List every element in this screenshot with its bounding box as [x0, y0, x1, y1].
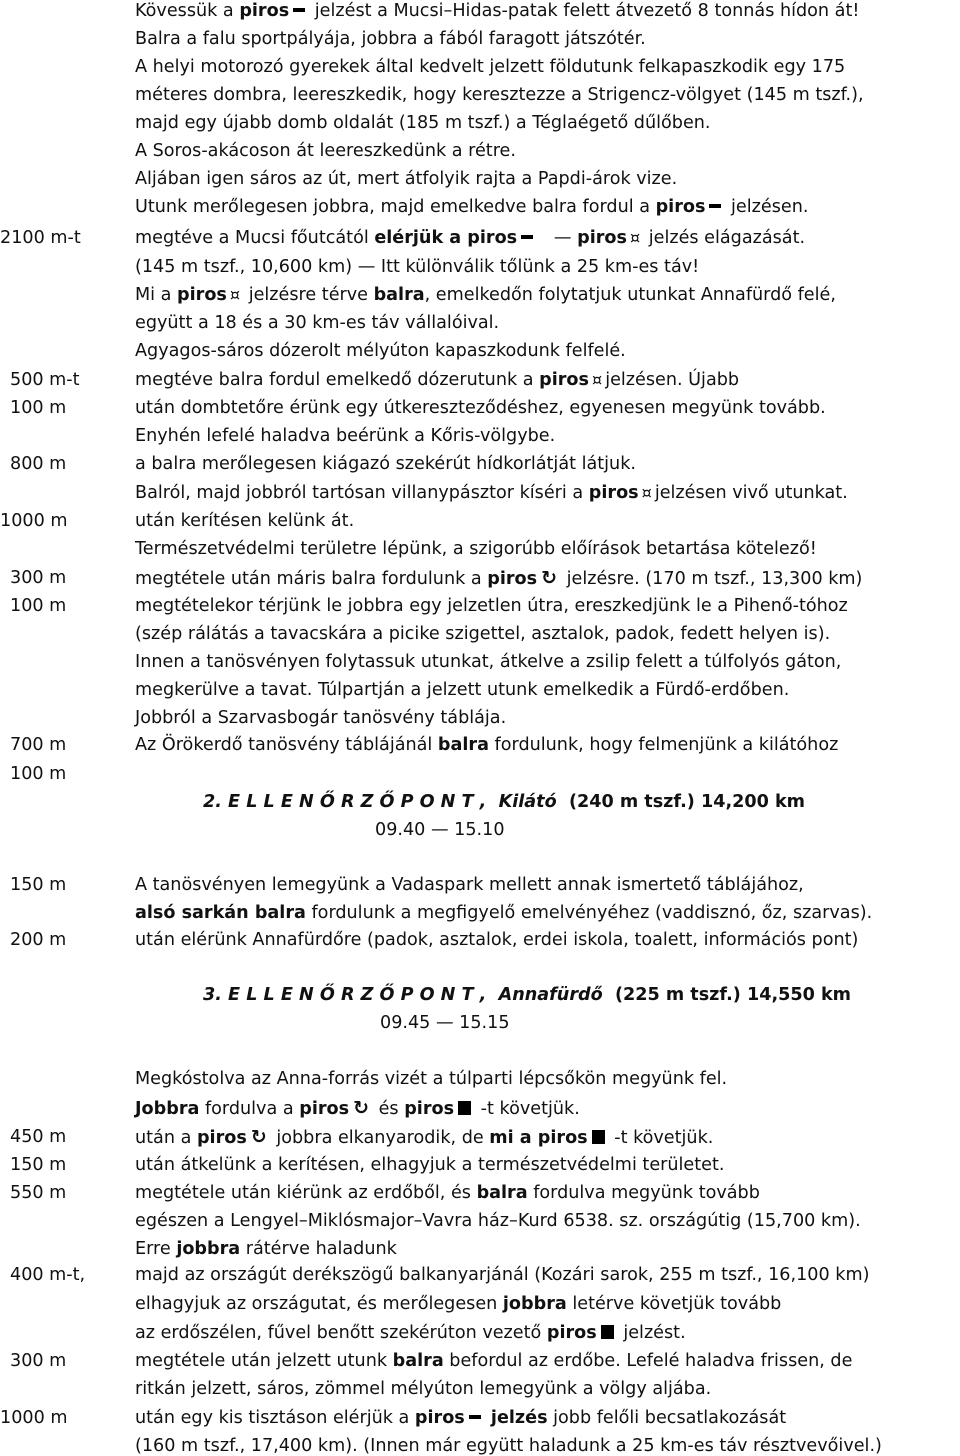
route-line: A Soros-akácoson át leereszkedünk a rétre.: [135, 141, 516, 161]
route-line: Utunk merőlegesen jobbra, majd emelkedve balra fordul a piros jelzésen.: [135, 197, 809, 217]
route-line: Az Örökerdő tanösvény táblájánál balra fordulunk, hogy felmenjünk a kilátóhoz: [135, 735, 839, 755]
route-line: alsó sarkán balra fordulunk a megfigyelő emelvényéhez (vaddisznó, őz, szarvas).: [135, 903, 873, 923]
route-line: Megkóstolva az Anna-forrás vizét a túlparti lépcsőkön megyünk fel.: [135, 1069, 728, 1089]
route-line: A helyi motorozó gyerekek által kedvelt jelzett földutunk felkapaszkodik egy 175: [135, 57, 846, 77]
route-line: Jobbra fordulva a piros ↻ és piros -t követjük.: [135, 1097, 580, 1119]
red-return-marker-icon: ↻: [250, 1126, 267, 1148]
checkpoint-hours: 09.40 — 15.10: [375, 820, 505, 840]
red-line-marker-icon: [469, 1415, 481, 1419]
distance-label: 700 m: [10, 735, 67, 755]
route-line: egészen a Lengyel–Miklósmajor–Vavra ház–Kurd 6538. sz. országútig (15,700 km).: [135, 1211, 861, 1231]
distance-label: 500 m-t: [10, 370, 80, 390]
route-line: (145 m tszf., 10,600 km) — Itt különválik tőlünk a 25 km-es táv!: [135, 257, 700, 277]
checkpoint-heading: 2. E L L E N Ő R Z Ő P O N T , Kilátó (240 m tszf.) 14,200 km: [203, 792, 806, 812]
route-line: Mi a piros ¤ jelzésre térve balra, emelkedőn folytatjuk utunkat Annafürdő felé,: [135, 285, 836, 305]
checkpoint-hours: 09.45 — 15.15: [380, 1013, 510, 1033]
route-line: Természetvédelmi területre lépünk, a szigorúbb előírások betartása kötelező!: [135, 539, 817, 559]
route-line: után egy kis tisztáson elérjük a piros jelzés jobb felőli becsatlakozását: [135, 1408, 787, 1428]
checkpoint-heading: 3. E L L E N Ő R Z Ő P O N T , Annafürdő (225 m tszf.) 14,550 km: [203, 985, 852, 1005]
red-square-marker-icon: [458, 1101, 471, 1115]
route-line: Kövessük a piros jelzést a Mucsi–Hidas-patak felett átvezető 8 tonnás hídon át!: [135, 1, 860, 21]
route-line: Innen a tanösvényen folytassuk utunkat, átkelve a zsilip felett a túlfolyós gáton,: [135, 652, 842, 672]
distance-label: 100 m: [10, 596, 67, 616]
route-line: Aljában igen sáros az út, mert átfolyik rajta a Papdi-árok vize.: [135, 169, 678, 189]
route-line: után kerítésen kelünk át.: [135, 511, 355, 531]
route-line: Erre jobbra rátérve haladunk: [135, 1239, 397, 1259]
route-line: megtéve balra fordul emelkedő dózerutunk a piros ¤ jelzésen. Újabb: [135, 370, 740, 390]
distance-label: 100 m: [10, 764, 67, 784]
red-line-marker-icon: [521, 235, 533, 239]
distance-label: 450 m: [10, 1127, 67, 1147]
route-line: után átkelünk a kerítésen, elhagyjuk a természetvédelmi területet.: [135, 1155, 725, 1175]
route-line: megtéve a Mucsi főutcától elérjük a piros — piros ¤ jelzés elágazását.: [135, 228, 806, 248]
distance-label: 400 m-t,: [10, 1265, 86, 1285]
route-line: megtételekor térjünk le jobbra egy jelzetlen útra, ereszkedjünk le a Pihenő-tóhoz: [135, 596, 848, 616]
distance-label: 200 m: [10, 930, 67, 950]
route-line: a balra merőlegesen kiágazó szekérút hídkorlátját látjuk.: [135, 454, 636, 474]
route-line: (160 m tszf., 17,400 km). (Innen már együtt haladunk a 25 km-es táv résztvevőivel.): [135, 1436, 882, 1456]
red-line-marker-icon: [709, 204, 721, 208]
distance-label: 1000 m: [0, 1408, 68, 1428]
route-line: Agyagos-sáros dózerolt mélyúton kapaszkodunk felfelé.: [135, 341, 626, 361]
route-line: megtétele után kiérünk az erdőből, és balra fordulva megyünk tovább: [135, 1183, 760, 1203]
distance-label: 150 m: [10, 1155, 67, 1175]
route-line: után a piros ↻ jobbra elkanyarodik, de mi a piros -t követjük.: [135, 1126, 714, 1148]
distance-label: 150 m: [10, 875, 67, 895]
route-line: az erdőszélen, fűvel benőtt szekérúton vezető piros jelzést.: [135, 1323, 686, 1343]
red-circle-marker-icon: ¤: [629, 228, 641, 247]
route-line: elhagyjuk az országutat, és merőlegesen jobbra letérve követjük tovább: [135, 1294, 782, 1314]
route-line: megkerülve a tavat. Túlpartján a jelzett utunk emelkedik a Fürdő-erdőben.: [135, 680, 790, 700]
red-square-marker-icon: [601, 1325, 614, 1339]
red-circle-marker-icon: ¤: [592, 370, 603, 389]
red-line-marker-icon: [293, 8, 305, 12]
route-line: Jobbról a Szarvasbogár tanösvény táblája.: [135, 708, 507, 728]
route-line: Balról, majd jobbról tartósan villanypásztor kíséri a piros ¤ jelzésen vivő utunkat.: [135, 483, 848, 503]
route-line: majd egy újabb domb oldalát (185 m tszf.) a Téglaégető dűlőben.: [135, 113, 711, 133]
distance-label: 100 m: [10, 398, 67, 418]
red-square-marker-icon: [592, 1130, 605, 1144]
red-return-marker-icon: ↻: [353, 1097, 370, 1119]
distance-label: 1000 m: [0, 511, 68, 531]
distance-label: 2100 m-t: [0, 228, 81, 248]
route-line: után dombtetőre érünk egy útkereszteződéshez, egyenesen megyünk tovább.: [135, 398, 826, 418]
distance-label: 800 m: [10, 454, 67, 474]
route-line: Balra a falu sportpályája, jobbra a fából faragott játszótér.: [135, 29, 646, 49]
route-line: megtétele után jelzett utunk balra befordul az erdőbe. Lefelé haladva frissen, de: [135, 1351, 853, 1371]
route-line: ritkán jelzett, sáros, zömmel mélyúton lemegyünk a völgy aljába.: [135, 1379, 712, 1399]
red-circle-marker-icon: ¤: [229, 285, 241, 304]
distance-label: 300 m: [10, 568, 67, 588]
distance-label: 550 m: [10, 1183, 67, 1203]
route-line: megtétele után máris balra fordulunk a piros ↻ jelzésre. (170 m tszf., 13,300 km): [135, 567, 863, 589]
route-line: majd az országút derékszögű balkanyarjánál (Kozári sarok, 255 m tszf., 16,100 km): [135, 1265, 870, 1285]
red-return-marker-icon: ↻: [541, 567, 558, 589]
route-line: A tanösvényen lemegyünk a Vadaspark mellett annak ismertető táblájához,: [135, 875, 804, 895]
route-line: méteres dombra, leereszkedik, hogy keresztezze a Strigencz-völgyet (145 m tszf.),: [135, 85, 864, 105]
route-line: (szép rálátás a tavacskára a picike szigettel, asztalok, padok, fedett helyen is).: [135, 624, 831, 644]
route-line: együtt a 18 és a 30 km-es táv vállalóival.: [135, 313, 500, 333]
route-line: után elérünk Annafürdőre (padok, asztalok, erdei iskola, toalett, információs pont): [135, 930, 859, 950]
route-line: Enyhén lefelé haladva beérünk a Kőris-völgybe.: [135, 426, 556, 446]
red-circle-marker-icon: ¤: [641, 483, 652, 502]
distance-label: 300 m: [10, 1351, 67, 1371]
